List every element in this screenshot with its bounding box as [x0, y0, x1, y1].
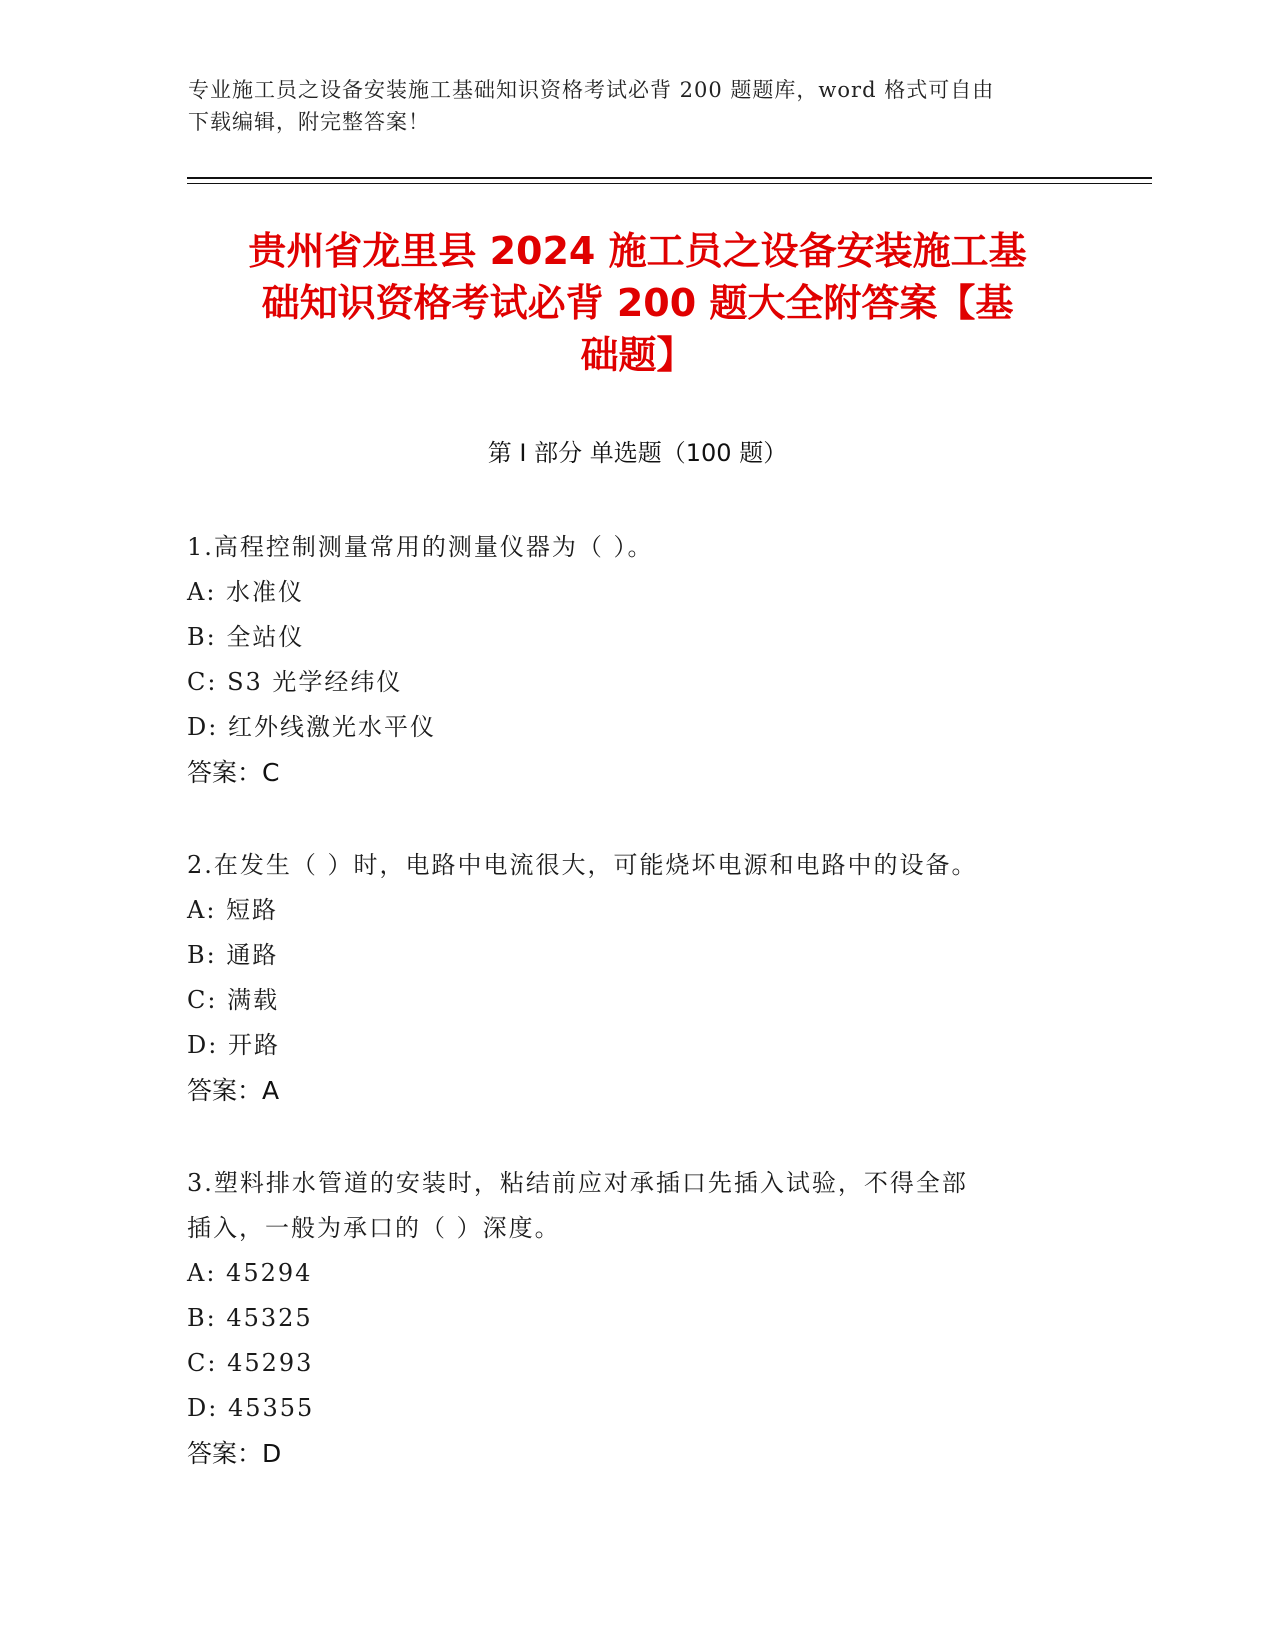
- question-item: [187, 525, 1067, 795]
- question-stem: 1.高程控制测量常用的测量仪器为（ ）。: [187, 533, 654, 561]
- option-d: D: 45355: [187, 1394, 315, 1422]
- answer-key: 答案：C: [187, 758, 280, 787]
- question-stem: 2.在发生（ ）时，电路中电流很大，可能烧坏电源和电路中的设备。: [187, 851, 978, 879]
- section-heading: 第 I 部分 单选题（100 题）: [487, 439, 788, 467]
- option-d: D: 红外线激光水平仪: [187, 713, 436, 741]
- question-item: [187, 843, 1067, 1113]
- answer-key: 答案：D: [187, 1439, 282, 1468]
- title-line: 础知识资格考试必背 200 题大全附答案【基: [261, 281, 1014, 325]
- question-stem: 3.塑料排水管道的安装时，粘结前应对承插口先插入试验，不得全部: [187, 1169, 968, 1197]
- header-note-line: 下载编辑，附完整答案！: [188, 110, 430, 134]
- header-divider-thick: [187, 177, 1152, 179]
- header-note: [188, 74, 1068, 138]
- option-a: A: 45294: [187, 1259, 313, 1287]
- option-b: B: 45325: [187, 1304, 313, 1332]
- option-b: B: 全站仪: [187, 623, 305, 651]
- header-divider-thin: [187, 183, 1152, 184]
- question-item: [187, 1161, 1067, 1476]
- question-stem: 插入，一般为承口的（ ）深度。: [187, 1214, 561, 1242]
- title-line: 础题】: [580, 333, 695, 377]
- option-d: D: 开路: [187, 1031, 280, 1059]
- option-a: A: 水准仪: [187, 578, 305, 606]
- option-b: B: 通路: [187, 941, 279, 969]
- document-title: [180, 225, 1095, 381]
- option-c: C: 满载: [187, 986, 280, 1014]
- title-line: 贵州省龙里县 2024 施工员之设备安装施工基: [248, 229, 1027, 273]
- option-a: A: 短路: [187, 896, 279, 924]
- option-c: C: 45293: [187, 1349, 314, 1377]
- header-note-line: 专业施工员之设备安装施工基础知识资格考试必背 200 题题库，word 格式可自由: [188, 78, 995, 102]
- answer-key: 答案：A: [187, 1076, 280, 1105]
- option-c: C: S3 光学经纬仪: [187, 668, 403, 696]
